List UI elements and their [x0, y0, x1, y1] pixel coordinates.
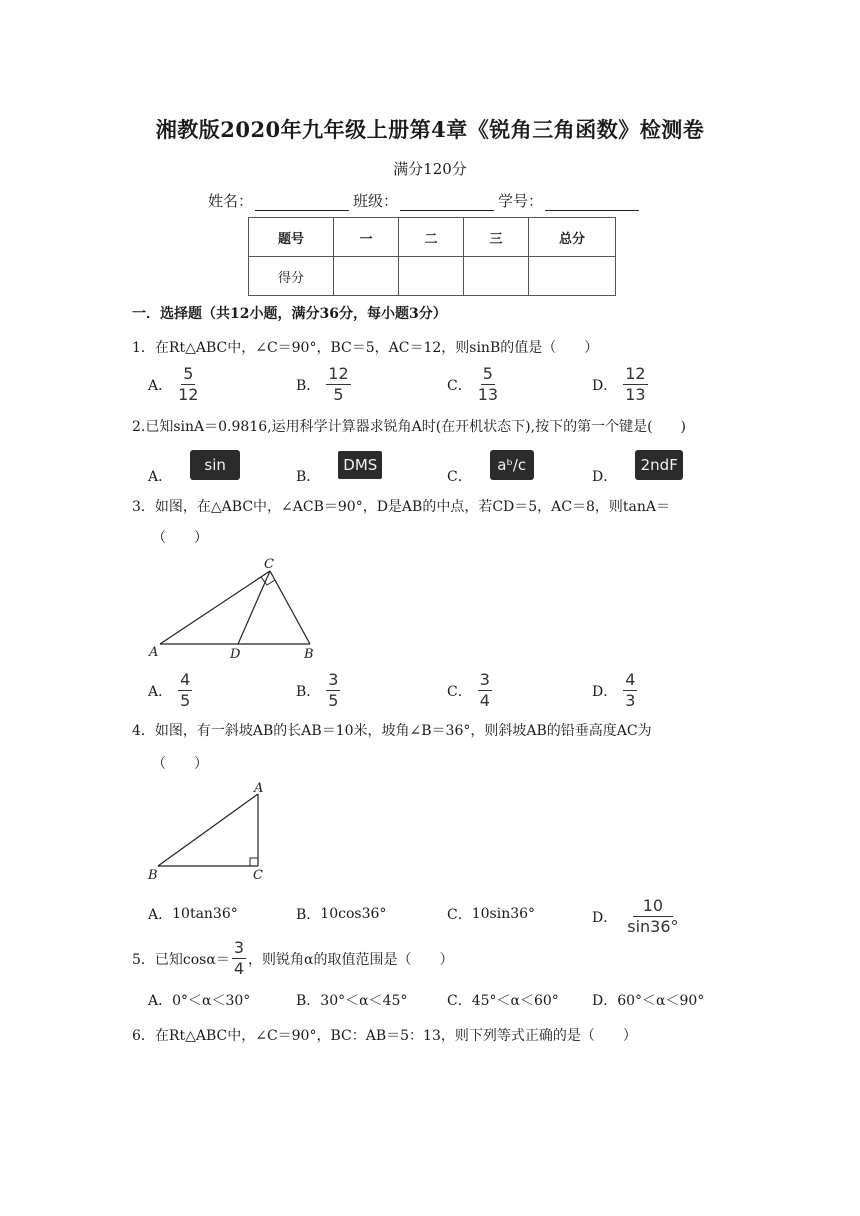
score-cell[interactable] [399, 257, 464, 296]
question-1-text: 1．在Rt△ABC中，∠C＝90°，BC＝5，AC＝12，则sinB的值是（ ） [132, 340, 599, 356]
option-d[interactable]: D． $\frac{10}{\sin 36^\circ}$ [592, 896, 679, 936]
score-header-cell: 一 [334, 218, 399, 257]
score-header-cell: 二 [399, 218, 464, 257]
full-score-label: 满分120分 [393, 160, 467, 178]
option-b[interactable]: B． 30°＜α＜45° [296, 993, 408, 1009]
student-id-label: 学号： [498, 192, 544, 210]
score-cell[interactable] [464, 257, 529, 296]
question-3-answer-blank: （ ） [152, 530, 208, 546]
option-c[interactable]: C． 10sin36° [447, 906, 536, 923]
score-header-cell: 总分 [529, 218, 616, 257]
triangle-figure-q3 [140, 552, 330, 662]
document-title: 湘教版2020年九年级上册第4章《锐角三角函数》检测卷 [155, 117, 705, 142]
option-c[interactable]: C． $\frac{3}{4}$ [447, 670, 490, 710]
student-id-blank[interactable] [545, 194, 639, 211]
option-d[interactable]: D． $\frac{12}{13}$ [592, 364, 646, 404]
option-c[interactable]: C． 45°＜α＜60° [447, 993, 559, 1009]
student-info-row [208, 190, 643, 211]
question-6-text: 6．在Rt△ABC中，∠C＝90°，BC：AB＝5：13，则下列等式正确的是（ ） [132, 1028, 637, 1044]
option-d[interactable]: D． 2ndF [592, 466, 683, 486]
score-cell[interactable] [334, 257, 399, 296]
option-d[interactable]: D． $\frac{4}{3}$ [592, 670, 636, 710]
fraction: $\frac{5}{13}$ [477, 364, 499, 404]
fraction: $\frac{5}{12}$ [178, 364, 199, 404]
name-label: 姓名： [208, 192, 254, 210]
vertex-label-a: A [254, 781, 264, 796]
fraction: $\frac{12}{5}$ [328, 364, 349, 404]
option-a[interactable]: A． $\frac{5}{12}$ [148, 364, 199, 404]
vertex-label-b: B [304, 647, 314, 662]
option-c[interactable]: C． $\frac{5}{13}$ [447, 364, 499, 404]
option-a[interactable]: A． 10tan36° [148, 906, 238, 923]
score-header-cell: 三 [464, 218, 529, 257]
score-table-header-row [249, 218, 616, 257]
vertex-label-c: C [253, 868, 263, 883]
class-blank[interactable] [400, 194, 494, 211]
section-heading: 一．选择题（共12小题，满分36分，每小题3分） [132, 306, 447, 322]
score-header-cell: 题号 [249, 218, 334, 257]
option-c[interactable]: C． aᵇ/c [447, 466, 534, 486]
slope-figure-q4 [140, 780, 280, 886]
dms-key-icon: DMS [338, 451, 382, 479]
question-5-text: 5．已知cosα＝ $\frac{3}{4}$ ，则锐角α的取值范围是（ ） [132, 938, 454, 978]
name-blank[interactable] [255, 194, 349, 211]
fraction: $\frac{10}{\sin 36^\circ}$ [627, 896, 679, 936]
fraction-key-icon: aᵇ/c [490, 450, 534, 480]
class-label: 班级： [353, 192, 399, 210]
score-table [248, 217, 616, 296]
option-b[interactable]: B． $\frac{12}{5}$ [296, 364, 349, 404]
fraction: $\frac{3}{4}$ [233, 938, 245, 978]
option-a[interactable]: A． 0°＜α＜30° [148, 993, 251, 1009]
score-row-label: 得分 [249, 257, 334, 296]
vertex-label-c: C [264, 557, 274, 572]
vertex-label-b: B [148, 868, 158, 883]
fraction: $\frac{3}{4}$ [479, 670, 490, 710]
option-a[interactable]: A． $\frac{4}{5}$ [148, 670, 191, 710]
question-4-text: 4．如图，有一斜坡AB的长AB＝10米，坡角∠B＝36°，则斜坡AB的铅垂高度AC为 [132, 723, 652, 739]
2ndf-key-icon: 2ndF [635, 450, 683, 480]
fraction: $\frac{12}{13}$ [625, 364, 646, 404]
score-table-row [249, 257, 616, 296]
vertex-label-a: A [149, 645, 159, 660]
vertex-label-d: D [230, 647, 241, 662]
option-b[interactable]: B． $\frac{3}{5}$ [296, 670, 339, 710]
option-d[interactable]: D． 60°＜α＜90° [592, 993, 705, 1009]
option-b[interactable]: B． 10cos36° [296, 906, 387, 923]
fraction: $\frac{4}{5}$ [180, 670, 191, 710]
question-2-text: 2.已知sinA＝0.9816,运用科学计算器求锐角A时(在开机状态下),按下的第一个键是( ) [132, 419, 686, 435]
question-3-text: 3．如图，在△ABC中，∠ACB＝90°，D是AB的中点，若CD＝5，AC＝8，则tanA＝ [132, 499, 670, 515]
option-a[interactable]: A． sin [148, 466, 240, 486]
fraction: $\frac{3}{5}$ [328, 670, 339, 710]
fraction: $\frac{4}{3}$ [625, 670, 636, 710]
score-cell[interactable] [529, 257, 616, 296]
sin-key-icon: sin [190, 450, 240, 480]
question-4-answer-blank: （ ） [152, 756, 208, 772]
option-b[interactable]: B． DMS [296, 466, 382, 486]
